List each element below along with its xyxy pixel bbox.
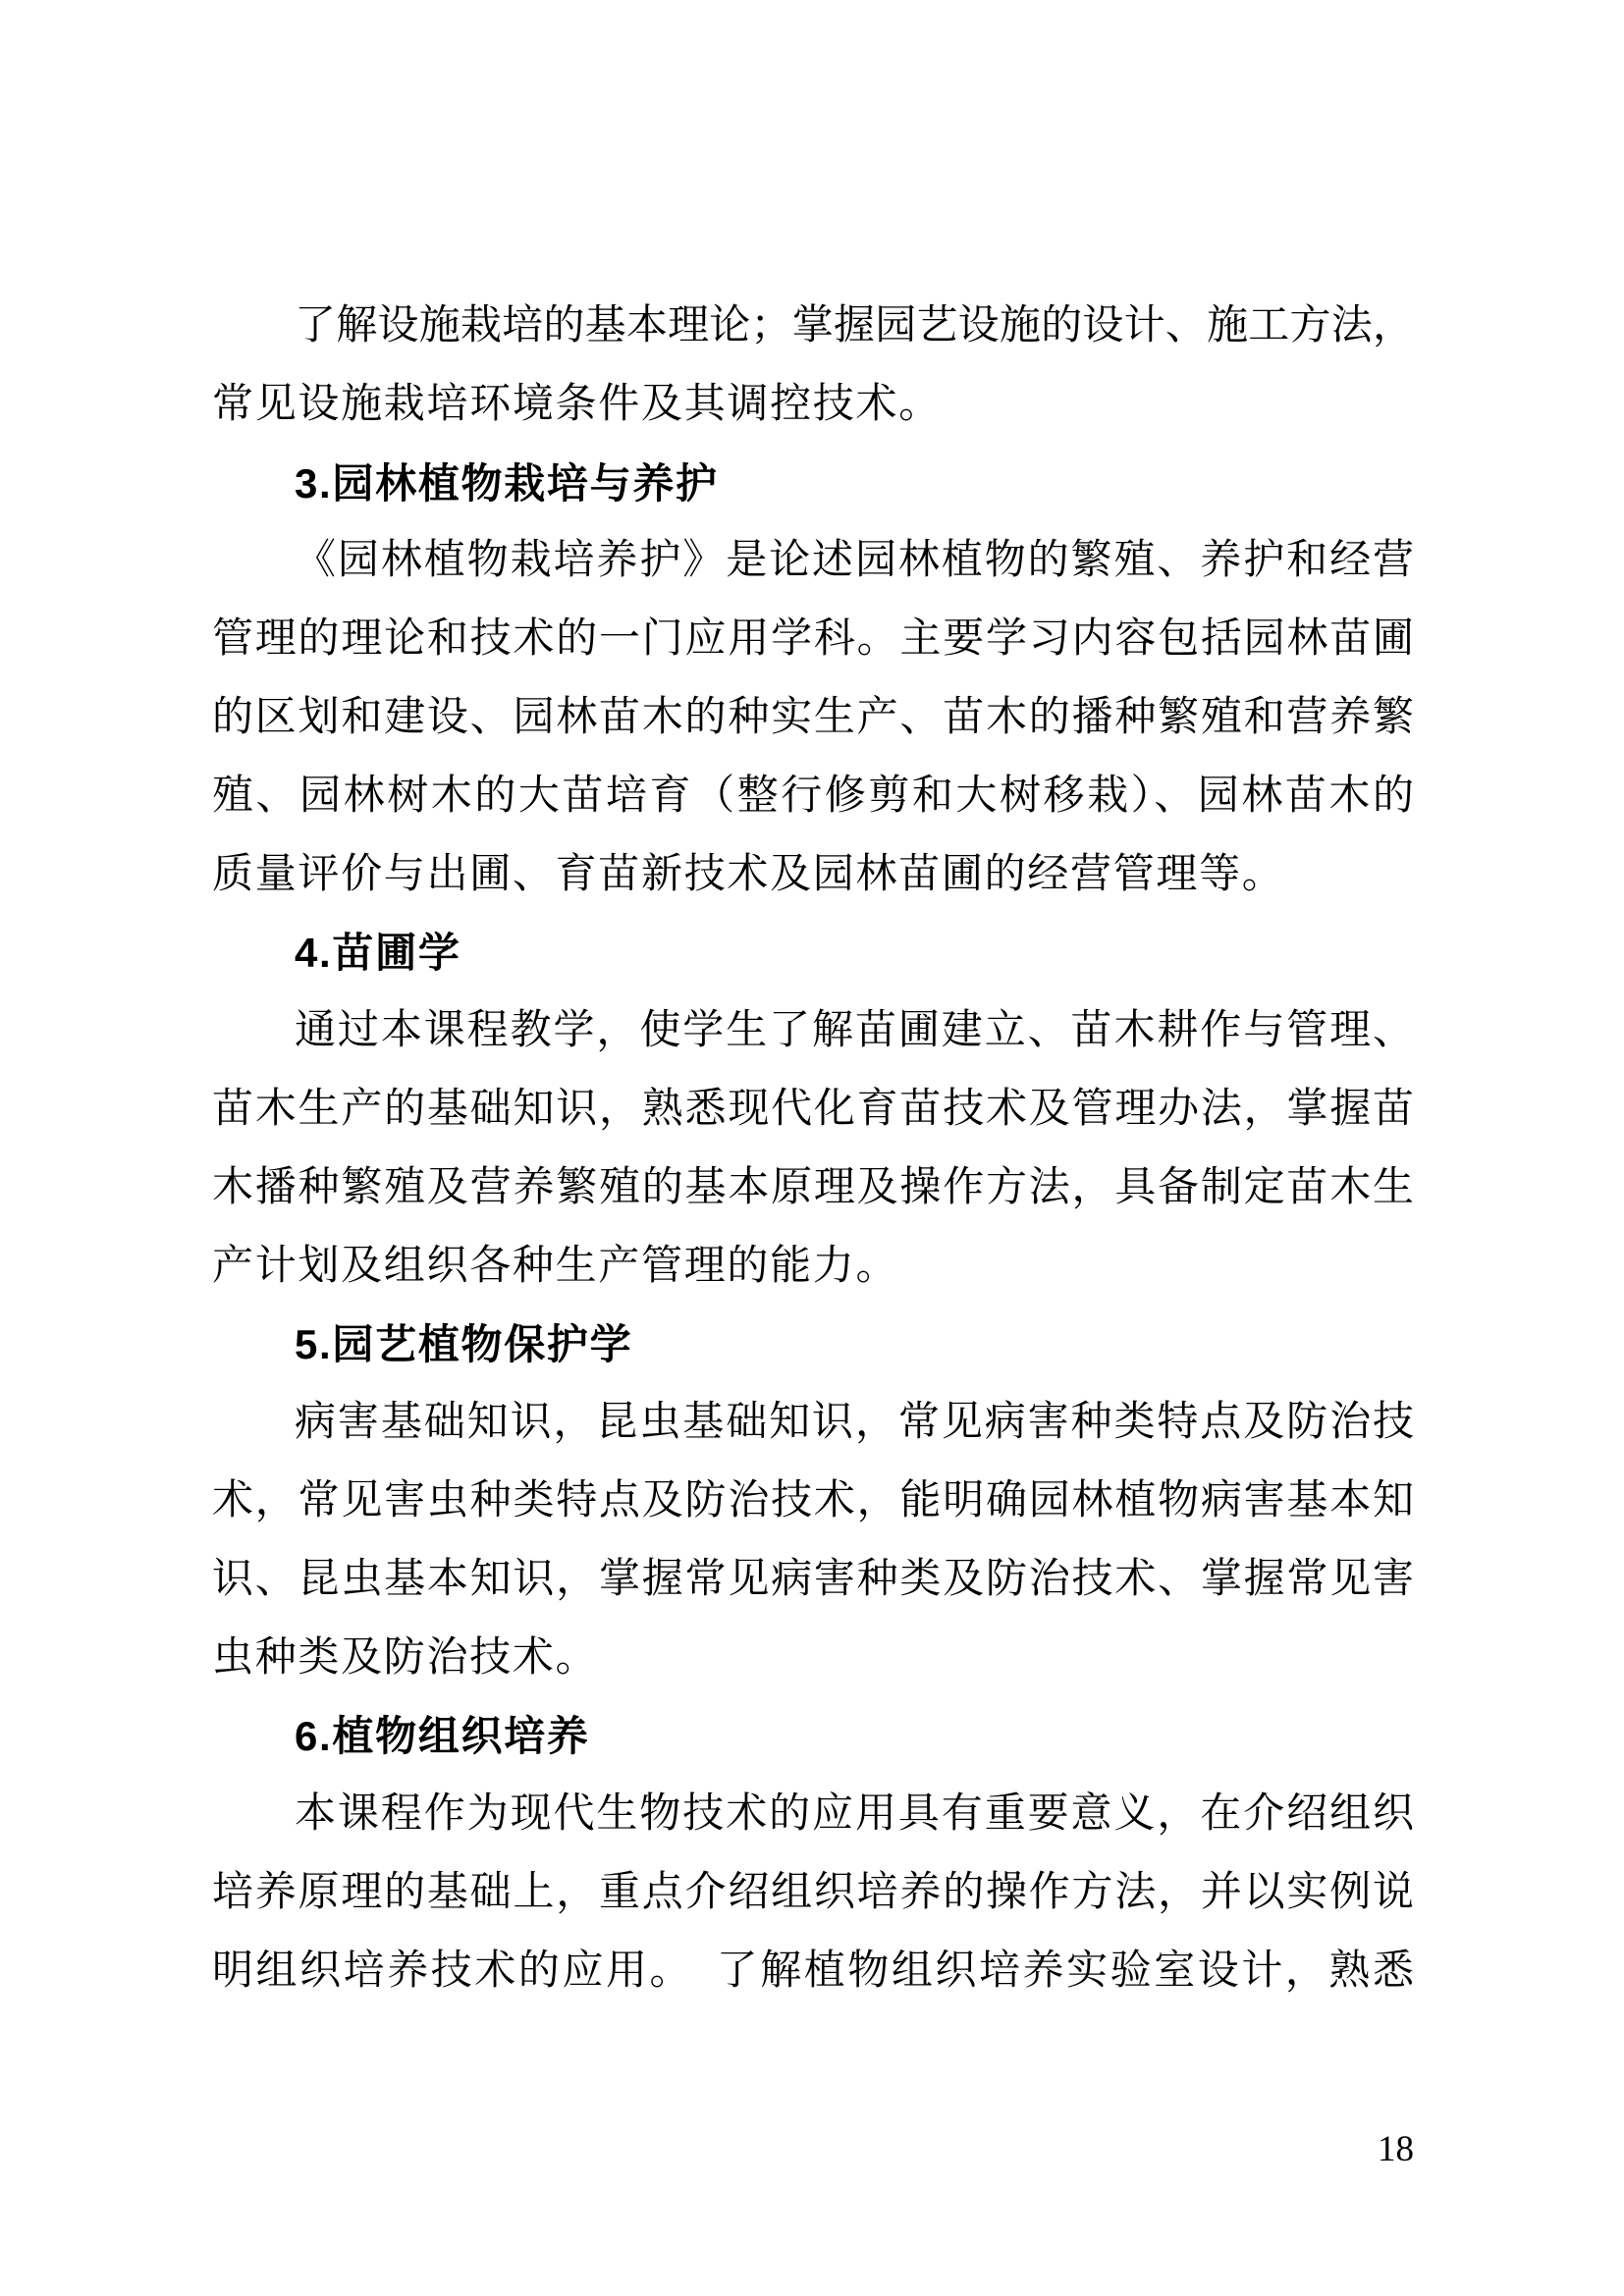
text-line: 木播种繁殖及营养繁殖的基本原理及操作方法，具备制定苗木生	[212, 1164, 1414, 1210]
text-line: 殖、园林树木的大苗培育（整行修剪和大树移栽）、园林苗木的	[212, 773, 1414, 819]
text-line: 《园林植物栽培养护》是论述园林植物的繁殖、养护和经营	[295, 538, 1414, 584]
document-body	[212, 288, 1414, 2011]
text-line: 苗木生产的基础知识，熟悉现代化育苗技术及管理办法，掌握苗	[212, 1086, 1414, 1132]
text-line: 管理的理论和技术的一门应用学科。主要学习内容包括园林苗圃	[212, 616, 1414, 663]
text-line: 了解设施栽培的基本理论；掌握园艺设施的设计、施工方法，	[295, 303, 1414, 348]
heading-line: 4.苗圃学	[295, 930, 461, 977]
text-line: 识、昆虫基本知识，掌握常见病害种类及防治技术、掌握常见害	[212, 1556, 1414, 1602]
text-line: 虫种类及防治技术。	[212, 1634, 599, 1681]
page-number: 18	[1378, 2129, 1414, 2169]
heading-line: 3.园林植物栽培与养护	[295, 459, 719, 507]
text-line: 病害基础知识，昆虫基础知识，常见病害种类特点及防治技	[295, 1400, 1414, 1446]
heading-line: 6.植物组织培养	[295, 1713, 590, 1760]
text-line: 常见设施栽培环境条件及其调控技术。	[212, 381, 942, 427]
text-line: 的区划和建设、园林苗木的种实生产、苗木的播种繁殖和营养繁	[212, 694, 1414, 740]
text-line: 质量评价与出圃、育苗新技术及园林苗圃的经营管理等。	[212, 851, 1285, 897]
text-line: 明组织培养技术的应用。 了解植物组织培养实验室设计，熟悉	[212, 1948, 1414, 1994]
text-line: 通过本课程教学，使学生了解苗圃建立、苗木耕作与管理、	[295, 1008, 1414, 1054]
text-line: 培养原理的基础上，重点介绍组织培养的操作方法，并以实例说	[212, 1869, 1414, 1915]
text-line: 术，常见害虫种类特点及防治技术，能明确园林植物病害基本知	[212, 1477, 1414, 1523]
heading-line: 5.园艺植物保护学	[295, 1321, 633, 1368]
text-line: 产计划及组织各种生产管理的能力。	[212, 1243, 899, 1289]
text-line: 本课程作为现代生物技术的应用具有重要意义，在介绍组织	[295, 1791, 1414, 1838]
